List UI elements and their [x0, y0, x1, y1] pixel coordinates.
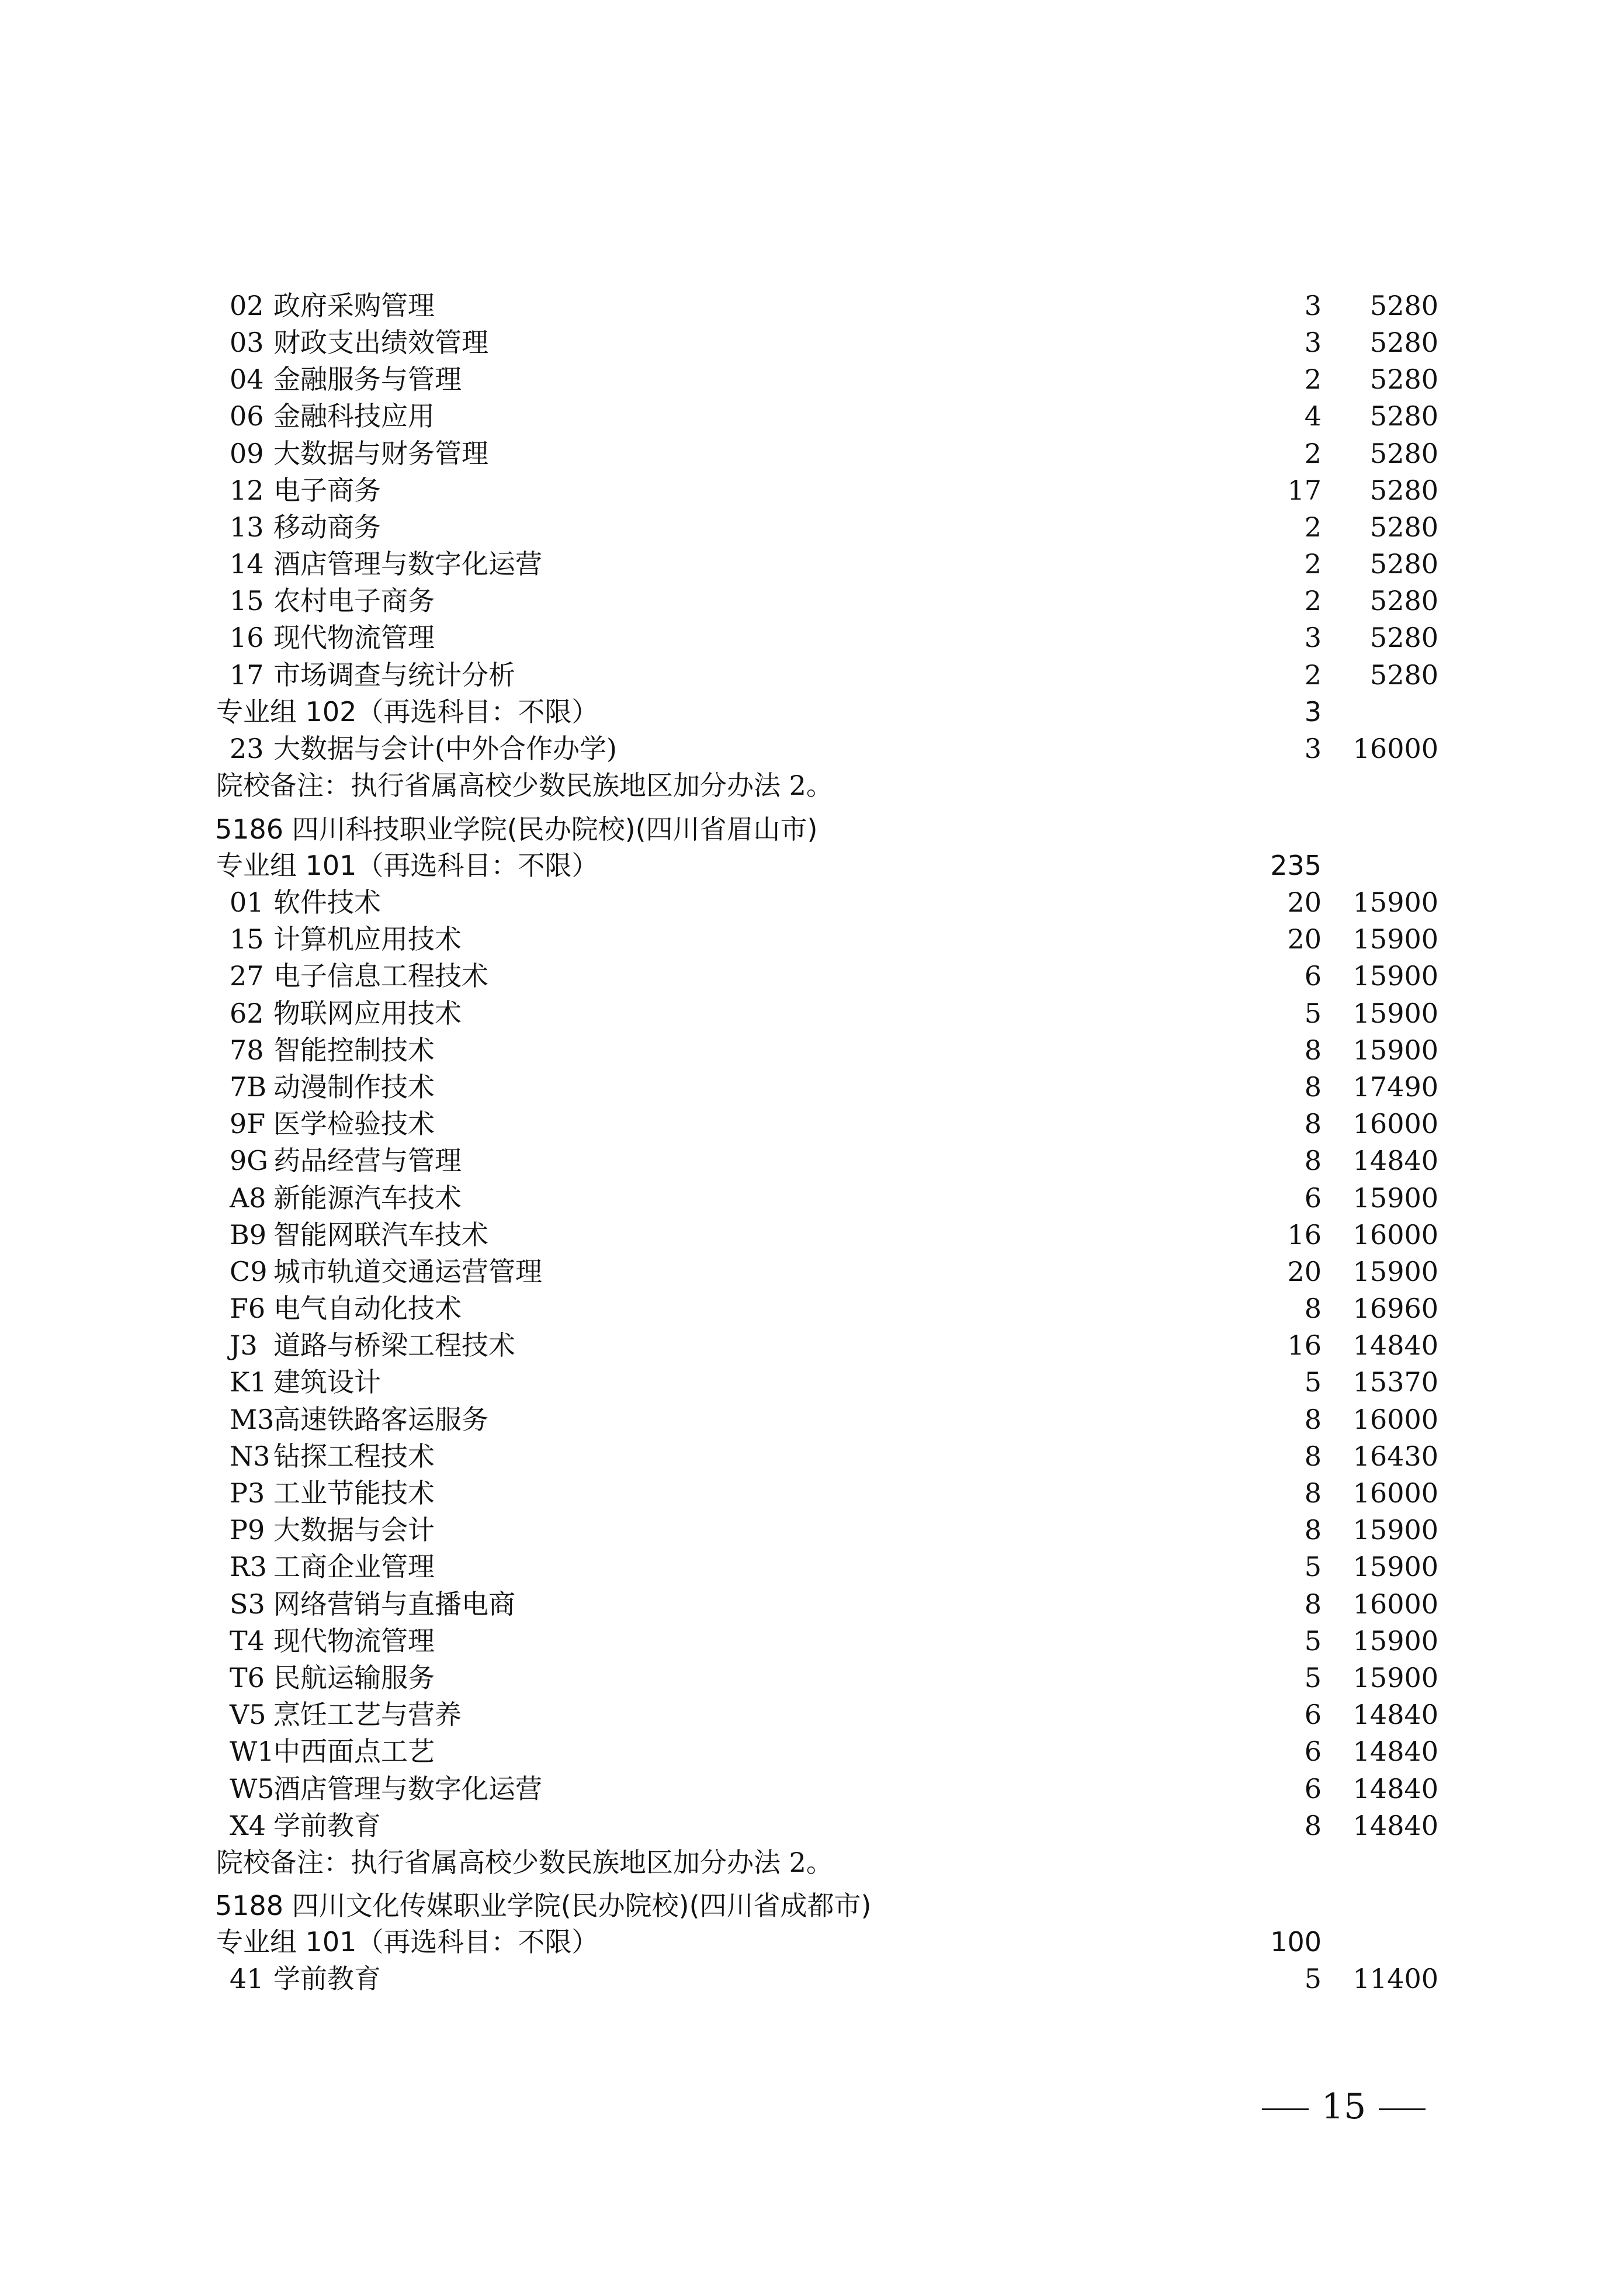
major-row — [0, 435, 1623, 472]
plan-count: 5 — [1304, 1963, 1322, 1994]
major-row — [0, 958, 1623, 995]
major-row — [0, 1106, 1623, 1142]
major-code: 17 — [230, 659, 264, 691]
major-row — [0, 1512, 1623, 1549]
major-row — [0, 1032, 1623, 1069]
plan-count: 8 — [1304, 1071, 1322, 1103]
school-title: 5188 四川文化传媒职业学院(民办院校)(四川省成都市) — [215, 1890, 872, 1921]
major-name: 电子信息工程技术 — [273, 960, 488, 992]
major-name: 电气自动化技术 — [273, 1293, 462, 1324]
plan-count: 20 — [1287, 1256, 1322, 1287]
tuition-fee: 5280 — [1369, 659, 1438, 691]
major-name: 电子商务 — [273, 475, 381, 506]
major-code: K1 — [230, 1366, 267, 1398]
major-code: 27 — [230, 960, 264, 992]
tuition-fee: 15900 — [1353, 960, 1438, 992]
major-code: 06 — [230, 400, 264, 432]
major-code: 62 — [230, 998, 264, 1029]
major-name: 大数据与会计 — [273, 1514, 435, 1546]
note-text: 院校备注：执行省属高校少数民族地区加分办法 2。 — [216, 1847, 833, 1878]
page-number — [1244, 2083, 1443, 2130]
major-name: 烹饪工艺与营养 — [273, 1699, 462, 1730]
major-name: 中西面点工艺 — [273, 1736, 435, 1767]
major-name: 市场调查与统计分析 — [273, 659, 515, 691]
major-row — [0, 509, 1623, 546]
major-row — [0, 1253, 1623, 1290]
major-code: R3 — [230, 1551, 267, 1582]
tuition-fee: 15900 — [1353, 1551, 1438, 1582]
major-name: 智能控制技术 — [273, 1034, 435, 1066]
major-name: 智能网联汽车技术 — [273, 1219, 488, 1251]
tuition-fee: 15900 — [1353, 998, 1438, 1029]
tuition-fee: 16000 — [1353, 733, 1438, 764]
major-name: 钻探工程技术 — [273, 1440, 435, 1472]
plan-count: 8 — [1304, 1293, 1322, 1324]
major-code: A8 — [230, 1182, 266, 1214]
major-code: T6 — [230, 1662, 265, 1694]
plan-count: 8 — [1304, 1477, 1322, 1509]
major-name: 高速铁路客运服务 — [273, 1404, 488, 1435]
plan-count: 5 — [1304, 1366, 1322, 1398]
major-name: 大数据与财务管理 — [273, 438, 488, 469]
major-code: B9 — [230, 1219, 267, 1251]
major-name: 药品经营与管理 — [273, 1145, 462, 1176]
plan-count: 8 — [1304, 1145, 1322, 1176]
page-number-text: 15 — [1321, 2086, 1367, 2127]
major-name: 学前教育 — [273, 1963, 381, 1994]
major-name: 软件技术 — [273, 886, 381, 918]
tuition-fee: 11400 — [1353, 1963, 1438, 1994]
tuition-fee: 15900 — [1353, 1625, 1438, 1657]
major-name: 城市轨道交通运营管理 — [273, 1256, 542, 1287]
major-row — [0, 1586, 1623, 1623]
major-code: W1 — [230, 1736, 275, 1767]
tuition-fee: 16000 — [1353, 1219, 1438, 1251]
major-row — [0, 1142, 1623, 1179]
plan-count: 20 — [1287, 923, 1322, 955]
major-row — [0, 1217, 1623, 1253]
major-code: W5 — [230, 1773, 275, 1805]
page-number-dash-right — [1379, 2108, 1426, 2110]
group-row — [0, 694, 1623, 730]
major-name: 酒店管理与数字化运营 — [273, 548, 542, 580]
major-row — [0, 361, 1623, 398]
major-code: P3 — [230, 1477, 265, 1509]
tuition-fee: 16000 — [1353, 1477, 1438, 1509]
plan-count: 2 — [1304, 585, 1322, 617]
major-name: 农村电子商务 — [273, 585, 435, 617]
major-row — [0, 324, 1623, 361]
tuition-fee: 14840 — [1353, 1329, 1438, 1361]
tuition-fee: 15900 — [1353, 886, 1438, 918]
tuition-fee: 5280 — [1369, 585, 1438, 617]
major-row — [0, 730, 1623, 767]
major-code: 41 — [230, 1963, 264, 1994]
tuition-fee: 15900 — [1353, 1256, 1438, 1287]
major-name: 金融科技应用 — [273, 400, 435, 432]
tuition-fee: 15900 — [1353, 923, 1438, 955]
major-row — [0, 398, 1623, 435]
major-row — [0, 1733, 1623, 1770]
plan-count: 17 — [1287, 475, 1322, 506]
tuition-fee: 5280 — [1369, 548, 1438, 580]
major-row — [0, 583, 1623, 619]
major-code: 03 — [230, 327, 264, 358]
plan-count: 2 — [1304, 659, 1322, 691]
plan-count: 8 — [1304, 1440, 1322, 1472]
group-title: 专业组 101（再选科目：不限） — [216, 850, 599, 881]
major-name: 移动商务 — [273, 511, 381, 543]
plan-count: 3 — [1304, 733, 1322, 764]
major-code: N3 — [230, 1440, 270, 1472]
major-row — [0, 1290, 1623, 1327]
major-code: 04 — [230, 363, 264, 395]
plan-count: 20 — [1287, 886, 1322, 918]
major-name: 大数据与会计(中外合作办学) — [273, 733, 617, 764]
major-row — [0, 1475, 1623, 1512]
major-row — [0, 1438, 1623, 1475]
tuition-fee: 15900 — [1353, 1034, 1438, 1066]
major-code: 12 — [230, 475, 264, 506]
major-name: 现代物流管理 — [273, 1625, 435, 1657]
tuition-fee: 15900 — [1353, 1662, 1438, 1694]
major-code: 15 — [230, 585, 264, 617]
major-row — [0, 921, 1623, 958]
plan-count: 8 — [1304, 1588, 1322, 1620]
major-code: 02 — [230, 290, 264, 321]
major-name: 医学检验技术 — [273, 1108, 435, 1140]
major-name: 财政支出绩效管理 — [273, 327, 488, 358]
major-row — [0, 1807, 1623, 1844]
tuition-fee: 17490 — [1353, 1071, 1438, 1103]
plan-count: 2 — [1304, 438, 1322, 469]
major-row — [0, 472, 1623, 509]
major-row — [0, 1961, 1623, 1997]
plan-count: 5 — [1304, 1662, 1322, 1694]
school-header — [0, 811, 1623, 848]
major-code: F6 — [230, 1293, 266, 1324]
major-row — [0, 1623, 1623, 1660]
group-plan-count: 235 — [1270, 850, 1322, 881]
major-row — [0, 1549, 1623, 1585]
major-row — [0, 546, 1623, 583]
major-name: 道路与桥梁工程技术 — [273, 1329, 515, 1361]
tuition-fee: 16960 — [1353, 1293, 1438, 1324]
plan-count: 6 — [1304, 1699, 1322, 1730]
major-row — [0, 1660, 1623, 1696]
tuition-fee: 5280 — [1369, 622, 1438, 653]
plan-count: 8 — [1304, 1514, 1322, 1546]
plan-count: 2 — [1304, 548, 1322, 580]
major-name: 新能源汽车技术 — [273, 1182, 462, 1214]
tuition-fee: 15900 — [1353, 1514, 1438, 1546]
group-title: 专业组 101（再选科目：不限） — [216, 1926, 599, 1958]
major-code: C9 — [230, 1256, 268, 1287]
major-name: 工商企业管理 — [273, 1551, 435, 1582]
major-name: 政府采购管理 — [273, 290, 435, 321]
page-number-dash-left — [1262, 2108, 1309, 2110]
tuition-fee: 5280 — [1369, 438, 1438, 469]
major-name: 民航运输服务 — [273, 1662, 435, 1694]
plan-count: 16 — [1287, 1219, 1322, 1251]
plan-count: 6 — [1304, 1182, 1322, 1214]
plan-count: 16 — [1287, 1329, 1322, 1361]
tuition-fee: 15900 — [1353, 1182, 1438, 1214]
tuition-fee: 16000 — [1353, 1108, 1438, 1140]
group-title: 专业组 102（再选科目：不限） — [216, 696, 599, 728]
tuition-fee: 16000 — [1353, 1588, 1438, 1620]
major-code: M3 — [230, 1404, 275, 1435]
tuition-fee: 14840 — [1353, 1810, 1438, 1841]
major-code: V5 — [230, 1699, 266, 1730]
major-name: 金融服务与管理 — [273, 363, 462, 395]
note-text: 院校备注：执行省属高校少数民族地区加分办法 2。 — [216, 770, 833, 801]
major-name: 工业节能技术 — [273, 1477, 435, 1509]
tuition-fee: 5280 — [1369, 475, 1438, 506]
tuition-fee: 5280 — [1369, 363, 1438, 395]
plan-count: 5 — [1304, 1551, 1322, 1582]
major-name: 计算机应用技术 — [273, 923, 462, 955]
tuition-fee: 14840 — [1353, 1773, 1438, 1805]
major-name: 现代物流管理 — [273, 622, 435, 653]
plan-count: 6 — [1304, 1773, 1322, 1805]
major-row — [0, 1364, 1623, 1401]
school-note — [0, 1844, 1623, 1881]
major-row — [0, 288, 1623, 324]
major-row — [0, 1327, 1623, 1364]
major-code: 15 — [230, 923, 264, 955]
tuition-fee: 5280 — [1369, 400, 1438, 432]
major-code: 13 — [230, 511, 264, 543]
major-name: 物联网应用技术 — [273, 998, 462, 1029]
tuition-fee: 5280 — [1369, 290, 1438, 321]
major-code: 7B — [230, 1071, 267, 1103]
tuition-fee: 14840 — [1353, 1145, 1438, 1176]
school-note — [0, 767, 1623, 804]
major-code: S3 — [230, 1588, 265, 1620]
major-row — [0, 1069, 1623, 1106]
major-row — [0, 1180, 1623, 1217]
major-name: 学前教育 — [273, 1810, 381, 1841]
major-row — [0, 657, 1623, 694]
major-code: X4 — [230, 1810, 266, 1841]
major-row — [0, 1401, 1623, 1438]
major-code: 14 — [230, 548, 264, 580]
major-row — [0, 995, 1623, 1032]
major-name: 网络营销与直播电商 — [273, 1588, 515, 1620]
major-code: J3 — [230, 1329, 258, 1361]
plan-count: 6 — [1304, 960, 1322, 992]
tuition-fee: 15370 — [1353, 1366, 1438, 1398]
plan-count: 6 — [1304, 1736, 1322, 1767]
plan-count: 2 — [1304, 363, 1322, 395]
plan-count: 4 — [1304, 400, 1322, 432]
group-plan-count: 100 — [1270, 1926, 1322, 1958]
plan-count: 3 — [1304, 327, 1322, 358]
major-code: 16 — [230, 622, 264, 653]
plan-count: 8 — [1304, 1034, 1322, 1066]
major-code: 78 — [230, 1034, 264, 1066]
plan-count: 3 — [1304, 290, 1322, 321]
tuition-fee: 16430 — [1353, 1440, 1438, 1472]
tuition-fee: 14840 — [1353, 1699, 1438, 1730]
major-row — [0, 619, 1623, 656]
tuition-fee: 14840 — [1353, 1736, 1438, 1767]
plan-count: 8 — [1304, 1108, 1322, 1140]
group-plan-count: 3 — [1304, 696, 1322, 728]
school-header — [0, 1888, 1623, 1924]
school-title: 5186 四川科技职业学院(民办院校)(四川省眉山市) — [215, 813, 818, 845]
plan-count: 8 — [1304, 1404, 1322, 1435]
major-name: 动漫制作技术 — [273, 1071, 435, 1103]
major-code: 9F — [230, 1108, 266, 1140]
major-row — [0, 1771, 1623, 1807]
tuition-fee: 5280 — [1369, 327, 1438, 358]
major-name: 建筑设计 — [273, 1366, 381, 1398]
major-code: 01 — [230, 886, 264, 918]
major-code: P9 — [230, 1514, 265, 1546]
plan-count: 5 — [1304, 998, 1322, 1029]
major-code: 23 — [230, 733, 264, 764]
group-row — [0, 847, 1623, 884]
plan-count: 2 — [1304, 511, 1322, 543]
major-code: 9G — [230, 1145, 269, 1176]
major-code: 09 — [230, 438, 264, 469]
plan-count: 5 — [1304, 1625, 1322, 1657]
tuition-fee: 16000 — [1353, 1404, 1438, 1435]
major-name: 酒店管理与数字化运营 — [273, 1773, 542, 1805]
plan-count: 8 — [1304, 1810, 1322, 1841]
major-row — [0, 1696, 1623, 1733]
tuition-fee: 5280 — [1369, 511, 1438, 543]
plan-count: 3 — [1304, 622, 1322, 653]
group-row — [0, 1924, 1623, 1961]
major-row — [0, 884, 1623, 921]
major-code: T4 — [230, 1625, 265, 1657]
